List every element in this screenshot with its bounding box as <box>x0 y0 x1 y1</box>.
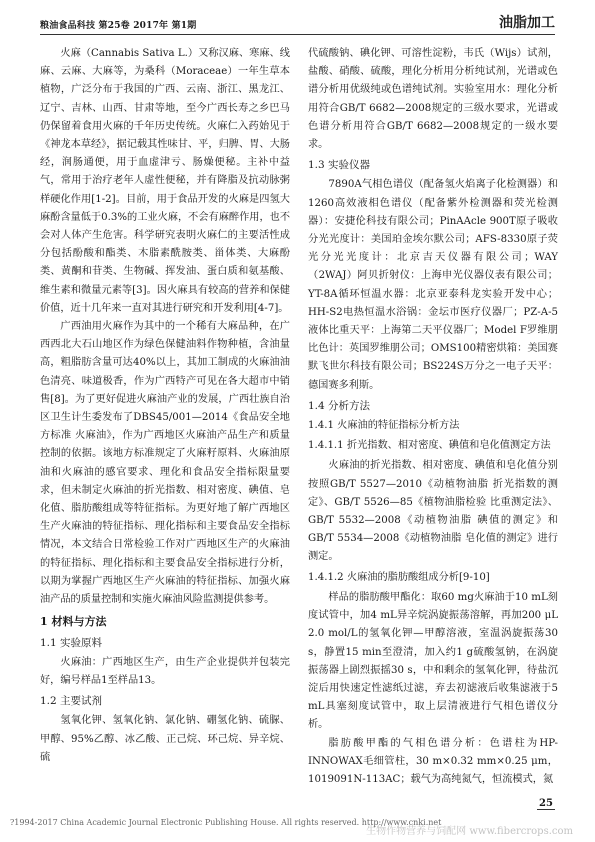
intro-paragraph-1: 火麻（Cannabis Sativa L.）又称汉麻、寒麻、线麻、云麻、大麻等，为桑科（Moraceae）一年生草本植物，广泛分布于我国的广西、云南、浙江、黑龙江、辽宁、吉林、山西、甘肃等地，至今广西长寿之乡巴马仍保留着食用火麻的千年历史传统。火麻仁入药始见于《神龙本草经》，据记载其性味甘、平，归脾、胃、大肠经，润肠通便，用于血虚津亏、肠燥便秘。主补中益气，常用于治疗老年人虚性便秘，并有降脂及抗动脉粥样硬化作用[1-2]。目前，用于食品开发的火麻是四氢大麻酚含量低于0.3%的工业火麻，不会有麻醉作用，也不会对人体产生危害。科学研究表明火麻仁的主要活性成分包括酚酸和酯类、木脂素酰胺类、甾体类、大麻酚类、黄酮和苷类、生物碱、挥发油、蛋白质和氨基酸、维生素和微量元素等[3]。因火麻具有较高的营养和保健价值，近十几年来一直对其进行研究和开发利用[4-7]。 <box>40 48 291 314</box>
subsection-heading-analysis-methods: 1.4 分析方法 <box>308 399 371 412</box>
gc-analysis-paragraph: 脂肪酸甲酯的气相色谱分析：色谱柱为HP-INNOWAX毛细管柱，30 m×0.32 mm×0.25 μm，1019091N-113AC；载气为高纯氮气，恒流模式，氮 <box>308 737 558 785</box>
section-title: 油脂加工 <box>499 15 555 31</box>
subsection-heading-refractive-index: 1.4.1.1 折光指数、相对密度、碘值和皂化值测定方法 <box>308 440 551 452</box>
subsection-heading-fatty-acid: 1.4.1.2 火麻油的脂肪酸组成分析[9-10] <box>308 571 490 583</box>
instruments-paragraph: 7890A气相色谱仪（配备氢火焰离子化检测器）和1260高效液相色谱仪（配备紫外检测器和荧光检测器）：安捷伦科技有限公司；PinAAcle 900T原子吸收分光光度计：美国珀金埃尔默公司；AFS-8330原子荧光分光光度计：北京吉天仪器有限公司；WAY（2WAJ）阿贝折射仪：上海申光仪器仪表有限公司；YT-8A循环恒温水器：北京亚泰科龙实验开发中心；HH-S2电热恒温水浴锅：金坛市医疗仪器厂；PZ-A-5液体比重天平：上海第二天平仪器厂；Model F罗维朋比色计：英国罗维朋公司；OMS100精密烘箱：美国赛默飞世尔科技有限公司；BS224S万分之一电子天平：德国赛多利斯。 <box>308 179 558 391</box>
section-heading-materials-methods: 1 材料与方法 <box>40 615 107 629</box>
subsection-heading-characteristic-index: 1.4.1 火麻油的特征指标分析方法 <box>308 420 460 432</box>
right-column <box>308 45 558 789</box>
reagents-continued-paragraph: 代硫酸钠、碘化钾、可溶性淀粉，韦氏（Wijs）试剂，盐酸、硝酸、硫酸，理化分析用分析纯试剂，光谱或色谱分析用优级纯或色谱纯试剂。实验室用水：理化分析用符合GB/T 6682—2008规定的三级水要求，光谱或色谱分析用符合GB/T 6682—2008规定的一级水要求。 <box>308 48 558 151</box>
subsection-heading-instruments: 1.3 实验仪器 <box>308 159 371 172</box>
intro-paragraph-2: 广西油用火麻作为其中的一个稀有大麻品种，在广西西北大石山地区作为绿色保健油料作物种植，含油量高，粗脂肪含量可达40%以上，其加工制成的火麻油油色清亮、味道极香，作为广西特产可见在各大超市中销售[8]。为了更好促进火麻油产业的发展，广西壮族自治区卫生计生委发布了DBS45/001—2014《食品安全地方标准 火麻油》，作为广西地区火麻油产品生产和质量控制的依据。该地方标准规定了火麻籽原料、火麻油原油和火麻油的感官要求、理化和食品安全指标限量要求，但未制定火麻油的折光指数、相对密度、碘值、皂化值、脂肪酸组成等特征指标。为更好地了解广西地区生产火麻油的特征指标、理化指标和主要食品安全指标情况，本文结合日常检验工作对广西地区生产的火麻油的特征指标、理化指标和主要食品安全指标进行分析，以期为掌握广西地区生产火麻油的特征指标、加强火麻油产品的质量控制和实施火麻油风险监测提供参考。 <box>40 321 290 606</box>
journal-info: 粮油食品科技 第25卷 2017年 第1期 <box>40 21 197 31</box>
refractive-index-paragraph: 火麻油的折光指数、相对密度、碘值和皂化值分别按照GB/T 5527—2010《动植物油脂 折光指数的测定》、GB/T 5526—85《植物油脂检验 比重测定法》、GB/T 5532—2008《动植物油脂 碘值的测定》和GB/T 5534—2008《动植物油脂 皂化值的测定》进行测定。 <box>308 460 558 563</box>
fatty-acid-methylation-paragraph: 样品的脂肪酸甲酯化：取60 mg火麻油于10 mL刻度试管中，加4 mL异辛烷涡旋振荡溶解，再加200 μL 2.0 mol/L的氢氧化钾—甲醇溶液，室温涡旋振荡30 s，静置15 min至澄清，加入约1 g硫酸氢钠，在涡旋振荡器上剧烈振摇30 s，中和剩余的氢氧化钾，待盐沉淀后用快速定性滤纸过滤，弃去初滤液后收集滤液于5 mL具塞刻度试管中，取上层清液进行气相色谱仪分析。 <box>308 591 558 731</box>
reagents-paragraph: 氢氧化钾、氢氧化钠、氯化钠、硼氢化钠、硫脲、甲醇、95%乙醇、冰乙酸、正己烷、环己烷、异辛烷、硫 <box>40 715 290 763</box>
subsection-heading-materials: 1.1 实验原料 <box>40 636 103 649</box>
watermark-text: 生物作物营养与饲配网 www.fibercrops.com <box>366 826 573 837</box>
page-number: 25 <box>537 798 555 810</box>
left-column <box>40 45 290 767</box>
page-header <box>40 12 555 35</box>
materials-paragraph: 火麻油：广西地区生产，由生产企业提供并包装完好，编号样品1至样品13。 <box>40 656 290 686</box>
copyright-footer: ?1994-2017 China Academic Journal Electronic Publishing House. All rights reserved. http://www.cnki.net <box>10 818 442 827</box>
subsection-heading-reagents: 1.2 主要试剂 <box>40 695 103 708</box>
